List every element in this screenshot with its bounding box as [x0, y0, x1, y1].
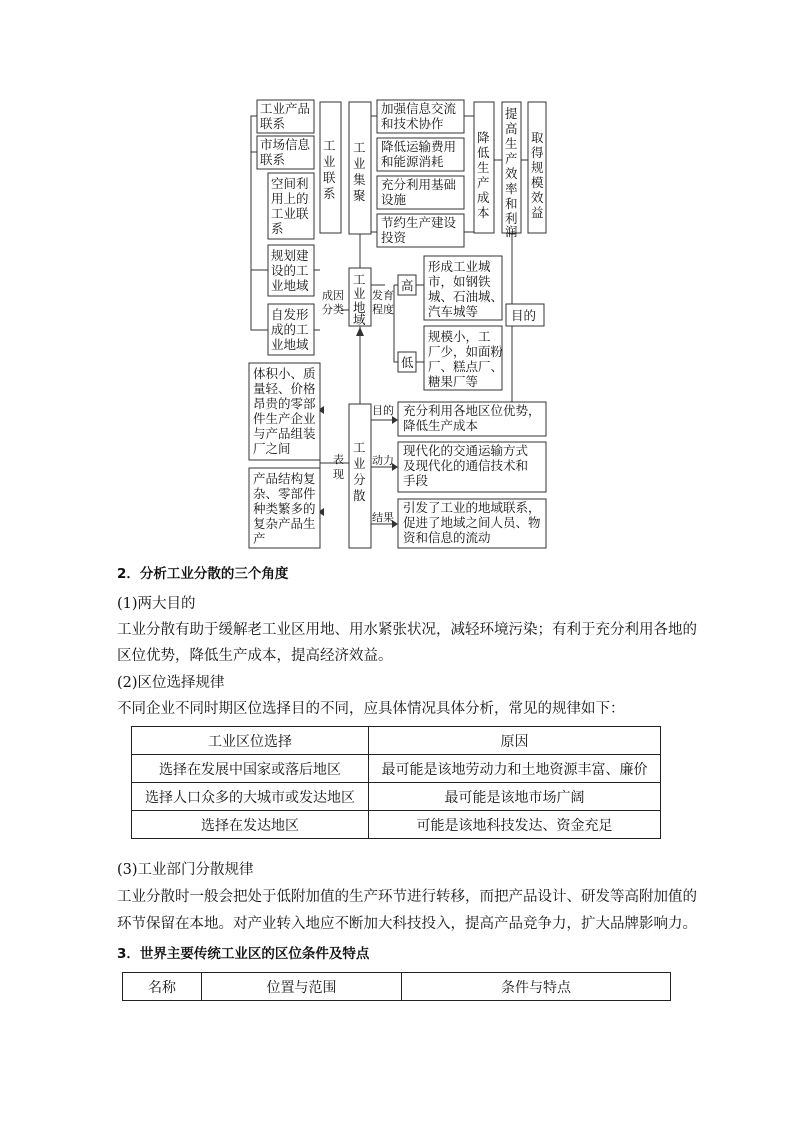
table-header: 名称 [123, 973, 202, 1001]
paragraph-3-line-2: 环节保留在本地。对产业转入地应不断加大科技投入，提高产品竞争力，扩大品牌影响力。 [117, 916, 697, 932]
col-tigao-xiaolv: 提高生产效率和利润 [505, 106, 518, 239]
label-chengyin: 成因分类 [322, 289, 344, 316]
left-lower-box-2: 产品结构复杂、零部件种类繁多的复杂产品生产 [253, 471, 316, 546]
mid-box-1: 加强信息交流和技术协作 [381, 101, 457, 131]
label-jieguo: 结果 [372, 511, 394, 524]
table-cell: 最可能是该地劳动力和土地资源丰富、廉价 [369, 755, 661, 783]
table-cell: 最可能是该地市场广阔 [369, 783, 661, 811]
paragraph-3-line-1: 工业分散时一般会把处于低附加值的生产环节进行转移，而把产品设计、研发等高附加值的 [117, 889, 697, 905]
label-biaoxian: 表现 [333, 453, 344, 481]
label-gao: 高 [401, 278, 414, 293]
table-cell: 选择在发达地区 [132, 811, 369, 839]
location-choice-table [131, 726, 661, 839]
table-cell: 选择人口众多的大城市或发达地区 [132, 783, 369, 811]
right-lower-box-2: 现代化的交通运输方式及现代化的通信技术和手段 [403, 443, 529, 488]
sub-heading-1: (1)两大目的 [117, 596, 196, 612]
sub-heading-2: (2)区位选择规律 [117, 675, 225, 691]
table-header: 条件与特点 [402, 973, 671, 1001]
table-header-row [132, 727, 661, 755]
table-row [132, 755, 661, 783]
label-dongli: 动力 [372, 454, 394, 467]
left-box-5: 自发形成的工业地域 [271, 307, 309, 352]
table-cell: 可能是该地科技发达、资金充足 [369, 811, 661, 839]
col-gongye-jiju: 工业集聚 [353, 140, 366, 203]
section3-heading: 3．世界主要传统工业区的区位条件及特点 [117, 946, 370, 962]
table-header: 原因 [369, 727, 661, 755]
col-jiangdi-chengben: 降低生产成本 [477, 130, 490, 220]
paragraph-2: 不同企业不同时期区位选择目的不同，应具体情况具体分析，常见的规律如下： [117, 701, 625, 717]
left-lower-box-1: 体积小、质量轻、价格昂贵的零部件生产企业与产品组装厂之间 [253, 366, 316, 456]
industry-concept-diagram [0, 0, 794, 560]
col-qude-guimo: 取得规模效益 [531, 130, 544, 220]
left-box-2: 市场信息联系 [260, 137, 311, 167]
table-cell: 选择在发展中国家或落后地区 [132, 755, 369, 783]
mid-box-2: 降低运输费用和能源消耗 [381, 139, 457, 169]
col-gongye-diyu: 工业地域 [353, 272, 366, 327]
table-row [132, 783, 661, 811]
label-fayu: 发育程度 [372, 289, 394, 316]
left-box-3: 空间利用上的工业联系 [271, 176, 309, 236]
paragraph-1-line-1: 工业分散有助于缓解老工业区用地、用水紧张状况，减轻环境污染；有利于充分利用各地的 [117, 622, 697, 638]
section2-heading: 2．分析工业分散的三个角度 [117, 566, 289, 582]
right-lower-box-1: 充分利用各地区位优势，降低生产成本 [403, 403, 541, 433]
table-header: 工业区位选择 [132, 727, 369, 755]
col-gongye-lianxi: 工业联系 [323, 138, 336, 201]
table-header: 位置与范围 [202, 973, 402, 1001]
left-box-1: 工业产品联系 [260, 101, 311, 131]
mid-box-3: 充分利用基础设施 [381, 177, 457, 207]
table-row [132, 811, 661, 839]
mid-box-4: 节约生产建设投资 [381, 215, 457, 245]
label-mudi-top: 目的 [511, 308, 537, 323]
traditional-industrial-regions-table [122, 972, 671, 1001]
col-gongye-fensan: 工业分散 [353, 440, 366, 503]
sub-heading-3: (3)工业部门分散规律 [117, 862, 254, 878]
label-mudi: 目的 [372, 404, 394, 417]
box-low: 规模小，工厂少，如面粉厂、糕点厂、糖果厂等 [428, 329, 504, 389]
left-box-4: 规划建设的工业地域 [271, 248, 309, 293]
box-high: 形成工业城市，如钢铁城、石油城、汽车城等 [428, 259, 504, 319]
table-header-row [123, 973, 671, 1001]
right-lower-box-3: 引发了工业的地域联系，促进了地域之间人员、物资和信息的流动 [403, 500, 541, 545]
paragraph-1-line-2: 区位优势，降低生产成本，提高经济效益。 [117, 648, 393, 664]
label-di: 低 [401, 355, 414, 370]
